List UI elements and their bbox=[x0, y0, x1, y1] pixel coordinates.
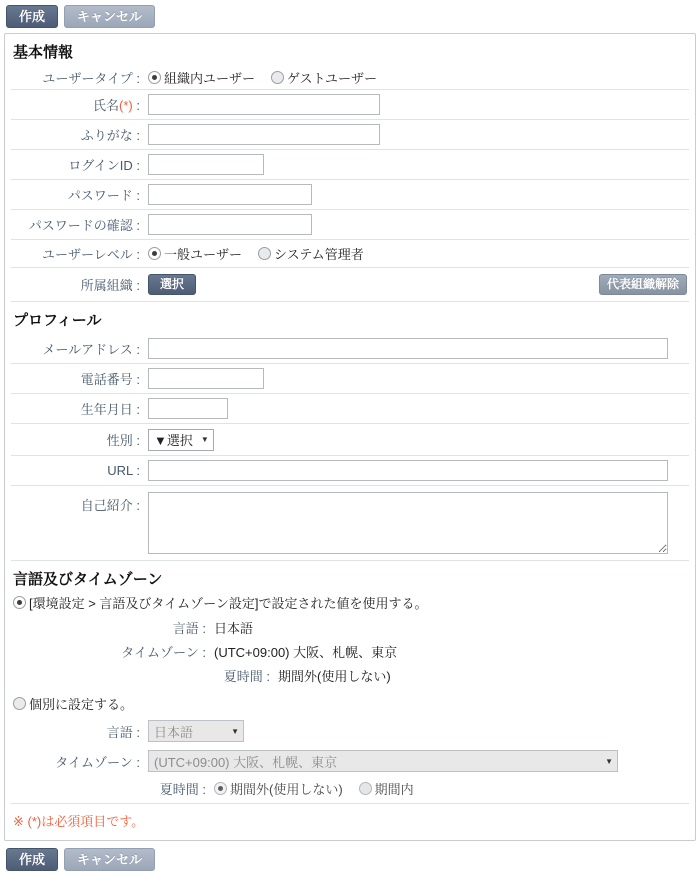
radio-checked-icon[interactable] bbox=[148, 71, 161, 84]
user-type-option-guest-label: ゲストユーザー bbox=[287, 71, 377, 86]
individual-timezone-select bbox=[148, 750, 618, 772]
login-id-input[interactable] bbox=[148, 154, 264, 175]
radio-checked-icon[interactable] bbox=[13, 596, 26, 609]
individual-dst-option-inside bbox=[359, 779, 426, 798]
url-input[interactable] bbox=[148, 460, 668, 481]
bio-label: 自己紹介 : bbox=[80, 498, 140, 513]
radio-checked-icon[interactable] bbox=[148, 247, 161, 260]
dropdown-arrow-icon: ▼ bbox=[200, 435, 209, 444]
name-label bbox=[11, 95, 145, 114]
user-level-option-general-label: 一般ユーザー bbox=[164, 247, 243, 262]
name-label-colon: : bbox=[132, 98, 140, 113]
bio-row bbox=[11, 486, 689, 561]
gender-select-value: ▼選択 bbox=[154, 433, 193, 448]
bottom-toolbar bbox=[0, 841, 700, 876]
bio-textarea[interactable] bbox=[148, 492, 668, 554]
radio-unchecked-icon[interactable] bbox=[13, 697, 26, 710]
user-type-option-guest[interactable] bbox=[271, 68, 389, 87]
env-dst-label: 夏時間 : bbox=[223, 668, 270, 684]
individual-timezone-row bbox=[11, 746, 689, 776]
env-language-row bbox=[11, 615, 689, 639]
env-dst-value: 期間外(使用しない) bbox=[278, 668, 391, 684]
birthday-label: 生年月日 : bbox=[80, 402, 140, 417]
individual-settings-option[interactable] bbox=[11, 691, 689, 716]
use-env-settings-label: [環境設定 > 言語及びタイムゾーン設定]で設定された値を使用する。 bbox=[29, 596, 428, 611]
individual-dst-row bbox=[11, 776, 689, 804]
login-id-label: ログインID : bbox=[68, 158, 140, 173]
furigana-label: ふりがな : bbox=[80, 128, 140, 143]
individual-dst-option-outside-label: 期間外(使用しない) bbox=[230, 781, 343, 797]
top-toolbar bbox=[0, 0, 700, 33]
gender-label: 性別 : bbox=[106, 433, 140, 448]
individual-language-row bbox=[11, 716, 689, 746]
url-label: URL : bbox=[107, 463, 140, 478]
organization-row bbox=[11, 268, 689, 302]
create-button[interactable]: 作成 bbox=[6, 5, 58, 28]
cancel-button[interactable]: キャンセル bbox=[64, 848, 155, 871]
password-label: パスワード : bbox=[67, 188, 140, 203]
phone-label: 電話番号 : bbox=[80, 372, 140, 387]
birthday-input[interactable] bbox=[148, 398, 228, 419]
name-input[interactable] bbox=[148, 94, 380, 115]
user-form bbox=[4, 33, 696, 841]
use-env-settings-option[interactable] bbox=[11, 590, 689, 615]
login-id-row bbox=[11, 150, 689, 180]
dropdown-arrow-icon: ▼ bbox=[605, 756, 613, 766]
user-type-label: ユーザータイプ : bbox=[42, 71, 140, 86]
individual-timezone-label: タイムゾーン : bbox=[55, 754, 140, 770]
organization-label: 所属組織 : bbox=[80, 278, 140, 293]
furigana-input[interactable] bbox=[148, 124, 380, 145]
individual-language-select bbox=[148, 720, 244, 742]
user-type-option-internal[interactable] bbox=[148, 68, 267, 87]
required-mark: (*) bbox=[119, 98, 133, 113]
gender-select[interactable] bbox=[148, 429, 214, 451]
individual-dst-option-outside bbox=[214, 779, 355, 798]
phone-row bbox=[11, 364, 689, 394]
password-input[interactable] bbox=[148, 184, 312, 205]
locale-section-title: 言語及びタイムゾーン bbox=[13, 571, 163, 588]
individual-dst-option-inside-label: 期間内 bbox=[374, 781, 414, 797]
env-language-value: 日本語 bbox=[214, 620, 254, 636]
env-timezone-value: (UTC+09:00) 大阪、札幌、東京 bbox=[214, 644, 398, 660]
user-level-row bbox=[11, 240, 689, 268]
password-confirm-input[interactable] bbox=[148, 214, 312, 235]
user-level-label: ユーザーレベル : bbox=[42, 247, 140, 262]
user-type-row bbox=[11, 66, 689, 90]
password-confirm-label: パスワードの確認 : bbox=[28, 218, 140, 233]
radio-unchecked-icon[interactable] bbox=[258, 247, 271, 260]
user-level-option-admin-label: システム管理者 bbox=[274, 247, 364, 262]
env-language-label: 言語 : bbox=[172, 620, 206, 636]
individual-timezone-select-value: (UTC+09:00) 大阪、札幌、東京 bbox=[154, 754, 338, 770]
password-confirm-row bbox=[11, 210, 689, 240]
create-button[interactable]: 作成 bbox=[6, 848, 58, 871]
radio-unchecked-disabled-icon bbox=[359, 782, 372, 795]
email-input[interactable] bbox=[148, 338, 668, 359]
user-level-option-general[interactable] bbox=[148, 244, 254, 263]
individual-language-select-value: 日本語 bbox=[154, 724, 194, 740]
name-row bbox=[11, 90, 689, 120]
email-label: メールアドレス : bbox=[42, 342, 140, 357]
profile-section-title: プロフィール bbox=[13, 312, 102, 329]
individual-language-label: 言語 : bbox=[106, 724, 140, 740]
env-timezone-row bbox=[11, 639, 689, 663]
required-note: ※ (*)は必須項目です。 bbox=[11, 803, 689, 838]
phone-input[interactable] bbox=[148, 368, 264, 389]
url-row bbox=[11, 456, 689, 486]
individual-settings-label: 個別に設定する。 bbox=[29, 697, 134, 712]
user-level-option-admin[interactable] bbox=[258, 244, 376, 263]
password-row bbox=[11, 180, 689, 210]
cancel-button[interactable]: キャンセル bbox=[64, 5, 155, 28]
gender-row bbox=[11, 424, 689, 456]
env-timezone-label: タイムゾーン : bbox=[121, 644, 206, 660]
email-row bbox=[11, 334, 689, 364]
env-dst-row bbox=[11, 663, 689, 687]
radio-checked-disabled-icon bbox=[214, 782, 227, 795]
individual-dst-label: 夏時間 : bbox=[159, 781, 206, 797]
radio-unchecked-icon[interactable] bbox=[271, 71, 284, 84]
birthday-row bbox=[11, 394, 689, 424]
dropdown-arrow-icon: ▼ bbox=[231, 726, 239, 736]
user-type-option-internal-label: 組織内ユーザー bbox=[164, 71, 256, 86]
remove-primary-organization-button[interactable]: 代表組織解除 bbox=[599, 274, 687, 295]
name-label-text: 氏名 bbox=[93, 98, 120, 113]
basic-section-title: 基本情報 bbox=[13, 44, 74, 61]
furigana-row bbox=[11, 120, 689, 150]
organization-select-button[interactable]: 選択 bbox=[148, 274, 196, 295]
